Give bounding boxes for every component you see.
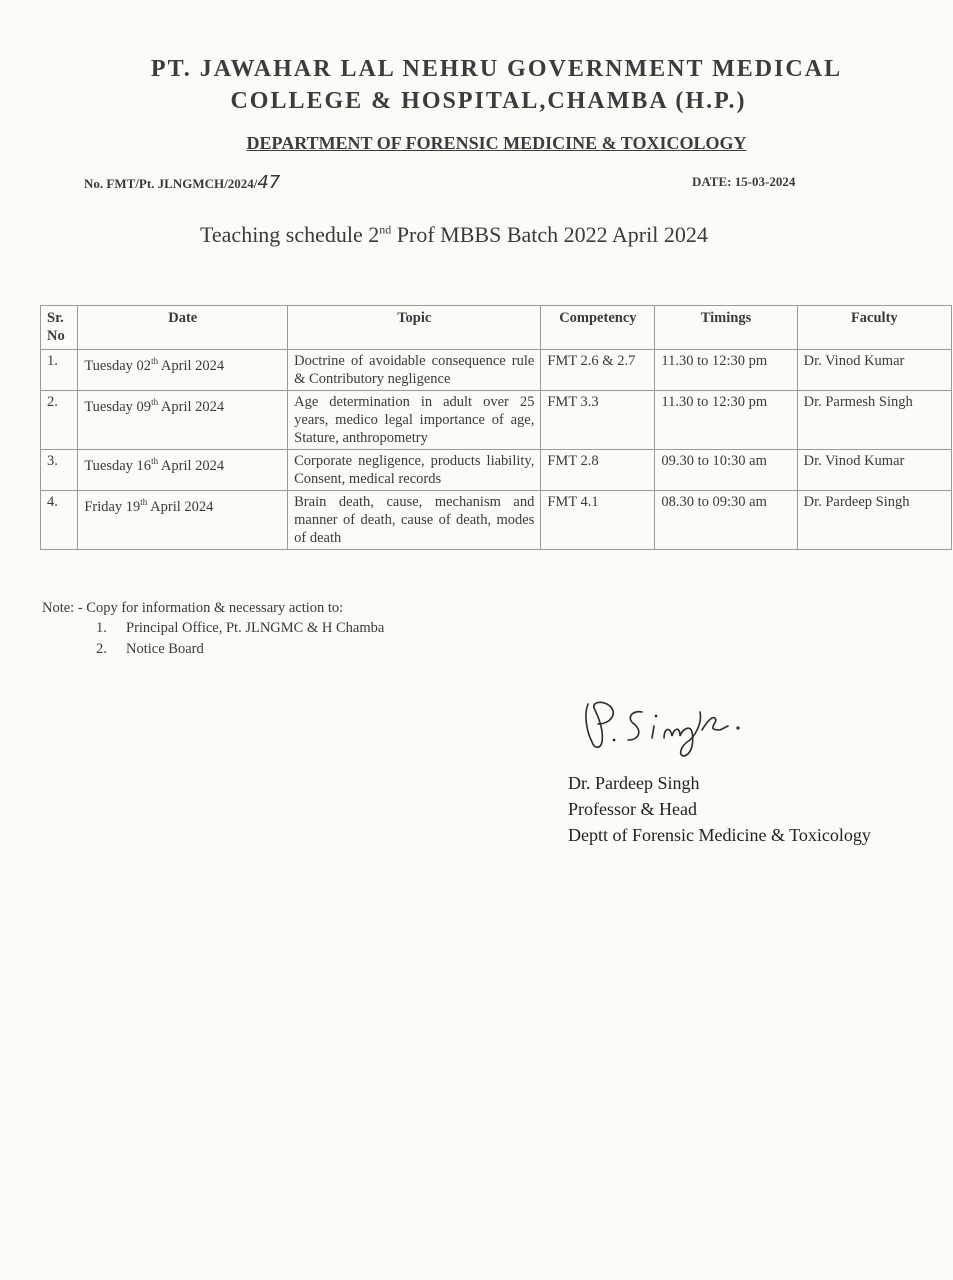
schedule-title-post: Prof MBBS Batch 2022 April 2024 — [391, 222, 708, 247]
cell-date-sup: th — [151, 356, 159, 366]
cell-topic: Doctrine of avoidable consequence rule & Contributory negligence — [288, 350, 541, 391]
table-row — [41, 450, 952, 491]
reference-number — [84, 172, 280, 193]
cell-date-post: April 2024 — [158, 357, 225, 374]
distribution-note: Note: - Copy for information & necessary action to: — [42, 600, 344, 616]
list-item-text: Principal Office, Pt. JLNGMC & H Chamba — [126, 620, 385, 636]
cell-date-sup: th — [151, 397, 159, 407]
handwritten-signature — [580, 690, 780, 760]
header-timings: Timings — [655, 306, 797, 350]
cell-competency: FMT 4.1 — [541, 491, 655, 550]
header-date: Date — [78, 306, 288, 350]
signatory-name: Dr. Pardeep Singh — [568, 773, 700, 793]
schedule-title-sup: nd — [379, 222, 392, 237]
cell-date — [78, 350, 288, 391]
document-date: DATE: 15-03-2024 — [692, 174, 796, 189]
cell-date-post: April 2024 — [147, 498, 214, 515]
reference-number-prefix: No. FMT/Pt. JLNGMCH/2024/ — [84, 176, 258, 191]
cell-date-pre: Friday 19 — [84, 498, 141, 515]
cell-date-sup: th — [151, 456, 159, 466]
header-sr-no: Sr. No — [41, 306, 78, 350]
college-name-line-1: PT. JAWAHAR LAL NEHRU GOVERNMENT MEDICAL — [150, 56, 843, 82]
cell-timings: 11.30 to 12:30 pm — [655, 391, 797, 450]
cell-topic: Brain death, cause, mechanism and manner of death, cause of death, modes of death — [288, 491, 541, 550]
cell-competency: FMT 2.8 — [541, 450, 655, 491]
signatory-department: Deptt of Forensic Medicine & Toxicology — [568, 825, 871, 845]
schedule-title-pre: Teaching schedule 2 — [200, 222, 380, 247]
cell-date-post: April 2024 — [158, 457, 225, 474]
cell-date — [78, 450, 288, 491]
distribution-list — [96, 618, 384, 660]
list-item-number: 1. — [96, 620, 107, 636]
cell-date-pre: Tuesday 02 — [84, 357, 152, 374]
table-row — [41, 391, 952, 450]
cell-sr: 1. — [41, 350, 78, 391]
signatory-designation: Professor & Head — [568, 799, 697, 819]
cell-faculty: Dr. Vinod Kumar — [797, 350, 951, 391]
college-name-line-2: COLLEGE & HOSPITAL,CHAMBA (H.P.) — [230, 88, 747, 114]
cell-sr: 3. — [41, 450, 78, 491]
cell-timings: 11.30 to 12:30 pm — [655, 350, 797, 391]
header-faculty: Faculty — [797, 306, 951, 350]
list-item — [96, 639, 384, 660]
list-item-number: 2. — [96, 641, 107, 657]
header-competency: Competency — [541, 306, 655, 350]
cell-timings: 09.30 to 10:30 am — [655, 450, 797, 491]
cell-competency: FMT 3.3 — [541, 391, 655, 450]
cell-date-pre: Tuesday 16 — [84, 457, 152, 474]
list-item-text: Notice Board — [126, 641, 204, 657]
table-header-row — [41, 306, 952, 350]
cell-date — [78, 491, 288, 550]
table-row — [41, 350, 952, 391]
cell-timings: 08.30 to 09:30 am — [655, 491, 797, 550]
signatory-block — [568, 770, 871, 848]
cell-date-post: April 2024 — [158, 398, 225, 415]
cell-faculty: Dr. Pardeep Singh — [797, 491, 951, 550]
cell-date-pre: Tuesday 09 — [84, 398, 152, 415]
cell-topic: Corporate negligence, products liability, Consent, medical records — [288, 450, 541, 491]
cell-faculty: Dr. Vinod Kumar — [797, 450, 951, 491]
department-title: DEPARTMENT OF FORENSIC MEDICINE & TOXICOLOGY — [246, 133, 747, 153]
cell-date — [78, 391, 288, 450]
cell-date-sup: th — [140, 497, 148, 507]
schedule-title — [200, 222, 708, 248]
header-topic: Topic — [288, 306, 541, 350]
cell-competency: FMT 2.6 & 2.7 — [541, 350, 655, 391]
cell-sr: 4. — [41, 491, 78, 550]
reference-number-handwritten: 47 — [257, 172, 281, 193]
list-item — [96, 618, 384, 639]
table-row — [41, 491, 952, 550]
cell-sr: 2. — [41, 391, 78, 450]
cell-topic: Age determination in adult over 25 years, medico legal importance of age, Stature, anthropometry — [288, 391, 541, 450]
cell-faculty: Dr. Parmesh Singh — [797, 391, 951, 450]
schedule-table — [40, 305, 952, 550]
